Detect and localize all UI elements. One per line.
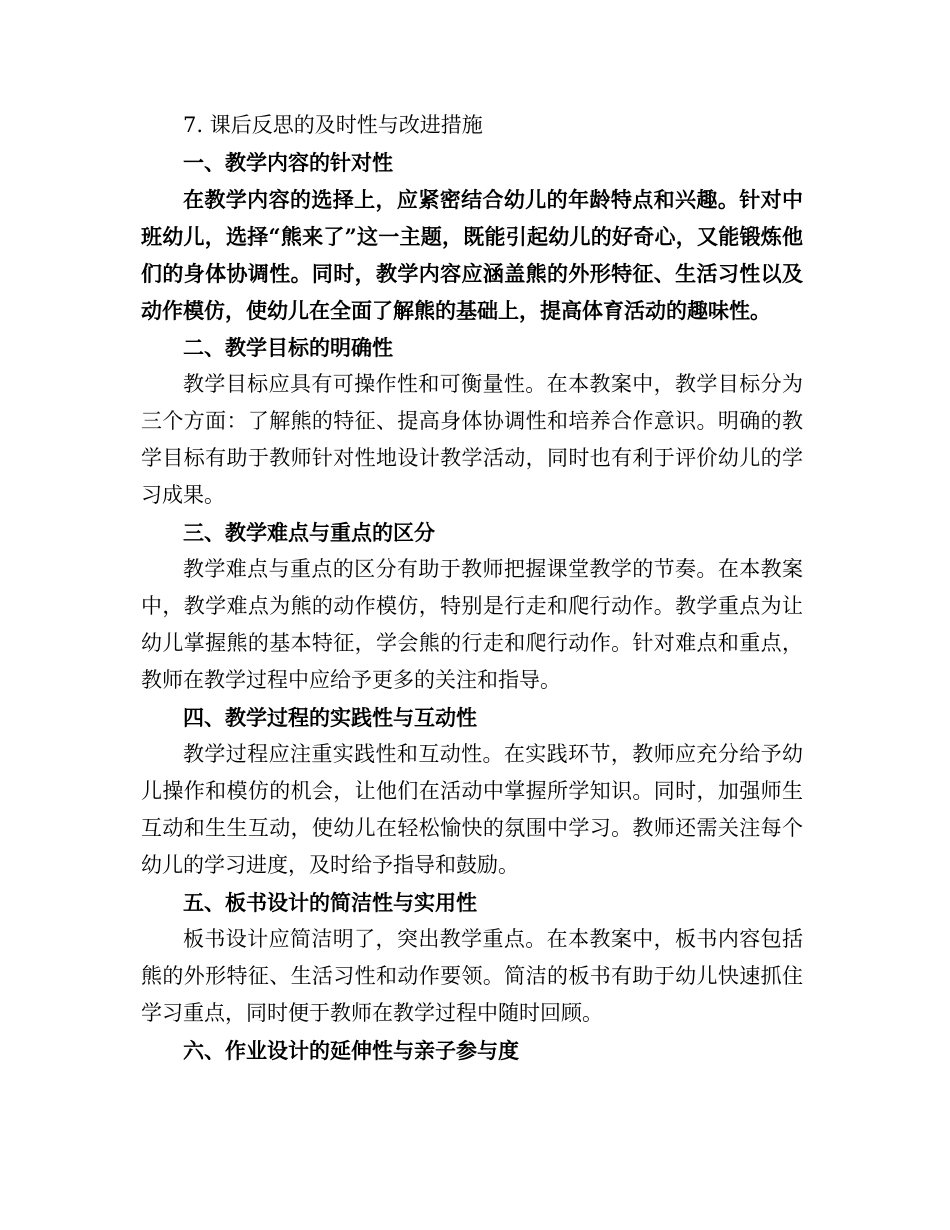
section-body-2: 教学目标应具有可操作性和可衡量性。在本教案中，教学目标分为三个方面：了解熊的特征、提高身体协调性和培养合作意识。明确的教学目标有助于教师针对性地设计教学活动，同时也有利于评价幼儿的学习成果。 (141, 372, 803, 507)
section-heading-3: 三、教学难点与重点的区分 (183, 520, 435, 545)
section-heading-6: 六、作业设计的延伸性与亲子参与度 (183, 1038, 519, 1063)
section-heading-4: 四、教学过程的实践性与互动性 (183, 705, 477, 730)
document-page (141, 107, 803, 1069)
section-body-1: 在教学内容的选择上，应紧密结合幼儿的年龄特点和兴趣。针对中班幼儿，选择“熊来了”这一主题，既能引起幼儿的好奇心，又能锻炼他们的身体协调性。同时，教学内容应涵盖熊的外形特征、生活习性以及动作模仿，使幼儿在全面了解熊的基础上，提高体育活动的趣味性。 (141, 187, 803, 323)
section-heading-2: 二、教学目标的明确性 (183, 335, 393, 360)
intro-list-item: 7. 课后反思的及时性与改进措施 (183, 113, 483, 137)
section-body-5: 板书设计应简洁明了，突出教学重点。在本教案中，板书内容包括熊的外形特征、生活习性和动作要领。简洁的板书有助于幼儿快速抓住学习重点，同时便于教师在教学过程中随时回顾。 (141, 927, 803, 1025)
section-heading-1: 一、教学内容的针对性 (183, 150, 393, 175)
section-body-3: 教学难点与重点的区分有助于教师把握课堂教学的节奏。在本教案中，教学难点为熊的动作模仿，特别是行走和爬行动作。教学重点为让幼儿掌握熊的基本特征，学会熊的行走和爬行动作。针对难点和重点，教师在教学过程中应给予更多的关注和指导。 (141, 557, 803, 692)
section-body-4: 教学过程应注重实践性和互动性。在实践环节，教师应充分给予幼儿操作和模仿的机会，让他们在活动中掌握所学知识。同时，加强师生互动和生生互动，使幼儿在轻松愉快的氛围中学习。教师还需关注每个幼儿的学习进度，及时给予指导和鼓励。 (141, 742, 803, 877)
section-heading-5: 五、板书设计的简洁性与实用性 (183, 890, 477, 915)
